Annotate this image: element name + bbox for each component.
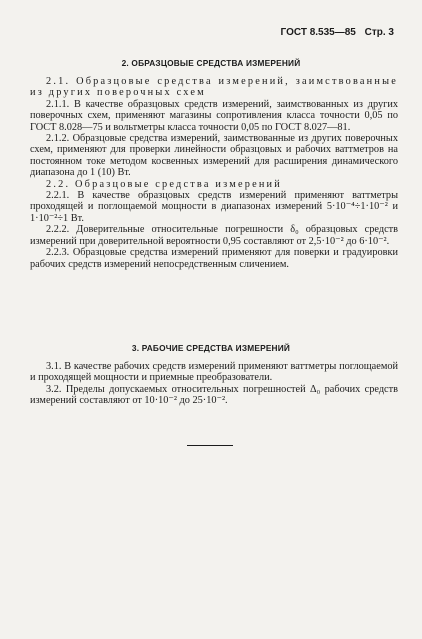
end-rule bbox=[187, 445, 233, 446]
paragraph-2-2: 2.2. Образцовые средства измерений bbox=[46, 178, 282, 190]
document-id: ГОСТ 8.535—85 bbox=[280, 27, 356, 38]
section-2-heading: 2. ОБРАЗЦОВЫЕ СРЕДСТВА ИЗМЕРЕНИЙ bbox=[121, 58, 301, 68]
paragraph-3-2: 3.2. Пределы допускаемых относительных погрешностей Δ₀ рабочих средств измерений составляют от 10·10⁻² до 25·10⁻². bbox=[30, 383, 398, 407]
running-header bbox=[281, 27, 394, 38]
paragraph-2-2-1: 2.2.1. В качестве образцовых средств измерений применяют ваттметры проходящей и поглощаемой мощности в диапазонах измерений 5·10⁻⁴÷1·10⁻² и 1·10⁻²÷1 Вт. bbox=[30, 190, 398, 224]
paragraph-2-1-2: 2.1.2. Образцовые средства измерений, заимствованные из других поверочных схем, применяют для проверки линейности образцовых и рабочих ваттметров на постоянном токе методом косвенных измерений для расширения динамического диапазона до 1 (10) Вт. bbox=[30, 133, 398, 179]
section-3-heading: 3. РАБОЧИЕ СРЕДСТВА ИЗМЕРЕНИЙ bbox=[131, 343, 291, 353]
paragraph-2-1-1: 2.1.1. В качестве образцовых средств измерений, заимствованных из других поверочных схем, применяют магазины сопротивления класса точности 0,05 по ГОСТ 8.028—75 и вольтметры класса точности 0,05 по ГОСТ 8.027—81. bbox=[30, 98, 398, 133]
page-number: Стр. 3 bbox=[364, 27, 394, 38]
paragraph-3-1: 3.1. В качестве рабочих средств измерений применяют ваттметры поглощаемой и проходящей мощности и приемные преобразователи. bbox=[30, 361, 398, 384]
section-2-body bbox=[30, 76, 398, 270]
paragraph-2-2-2: 2.2.2. Доверительные относительные погрешности δ₀ образцовых средств измерений при доверительной вероятности 0,95 составляют от 2,5·10⁻² до 6·10⁻². bbox=[30, 224, 398, 247]
section-3-body bbox=[30, 361, 398, 407]
paragraph-2-1: 2.1. Образцовые средства измерений, заимствованные из других поверочных схем bbox=[30, 76, 398, 99]
paragraph-2-2-3: 2.2.3. Образцовые средства измерений применяют для поверки и градуировки рабочих средств измерений непосредственным сличением. bbox=[30, 247, 398, 270]
